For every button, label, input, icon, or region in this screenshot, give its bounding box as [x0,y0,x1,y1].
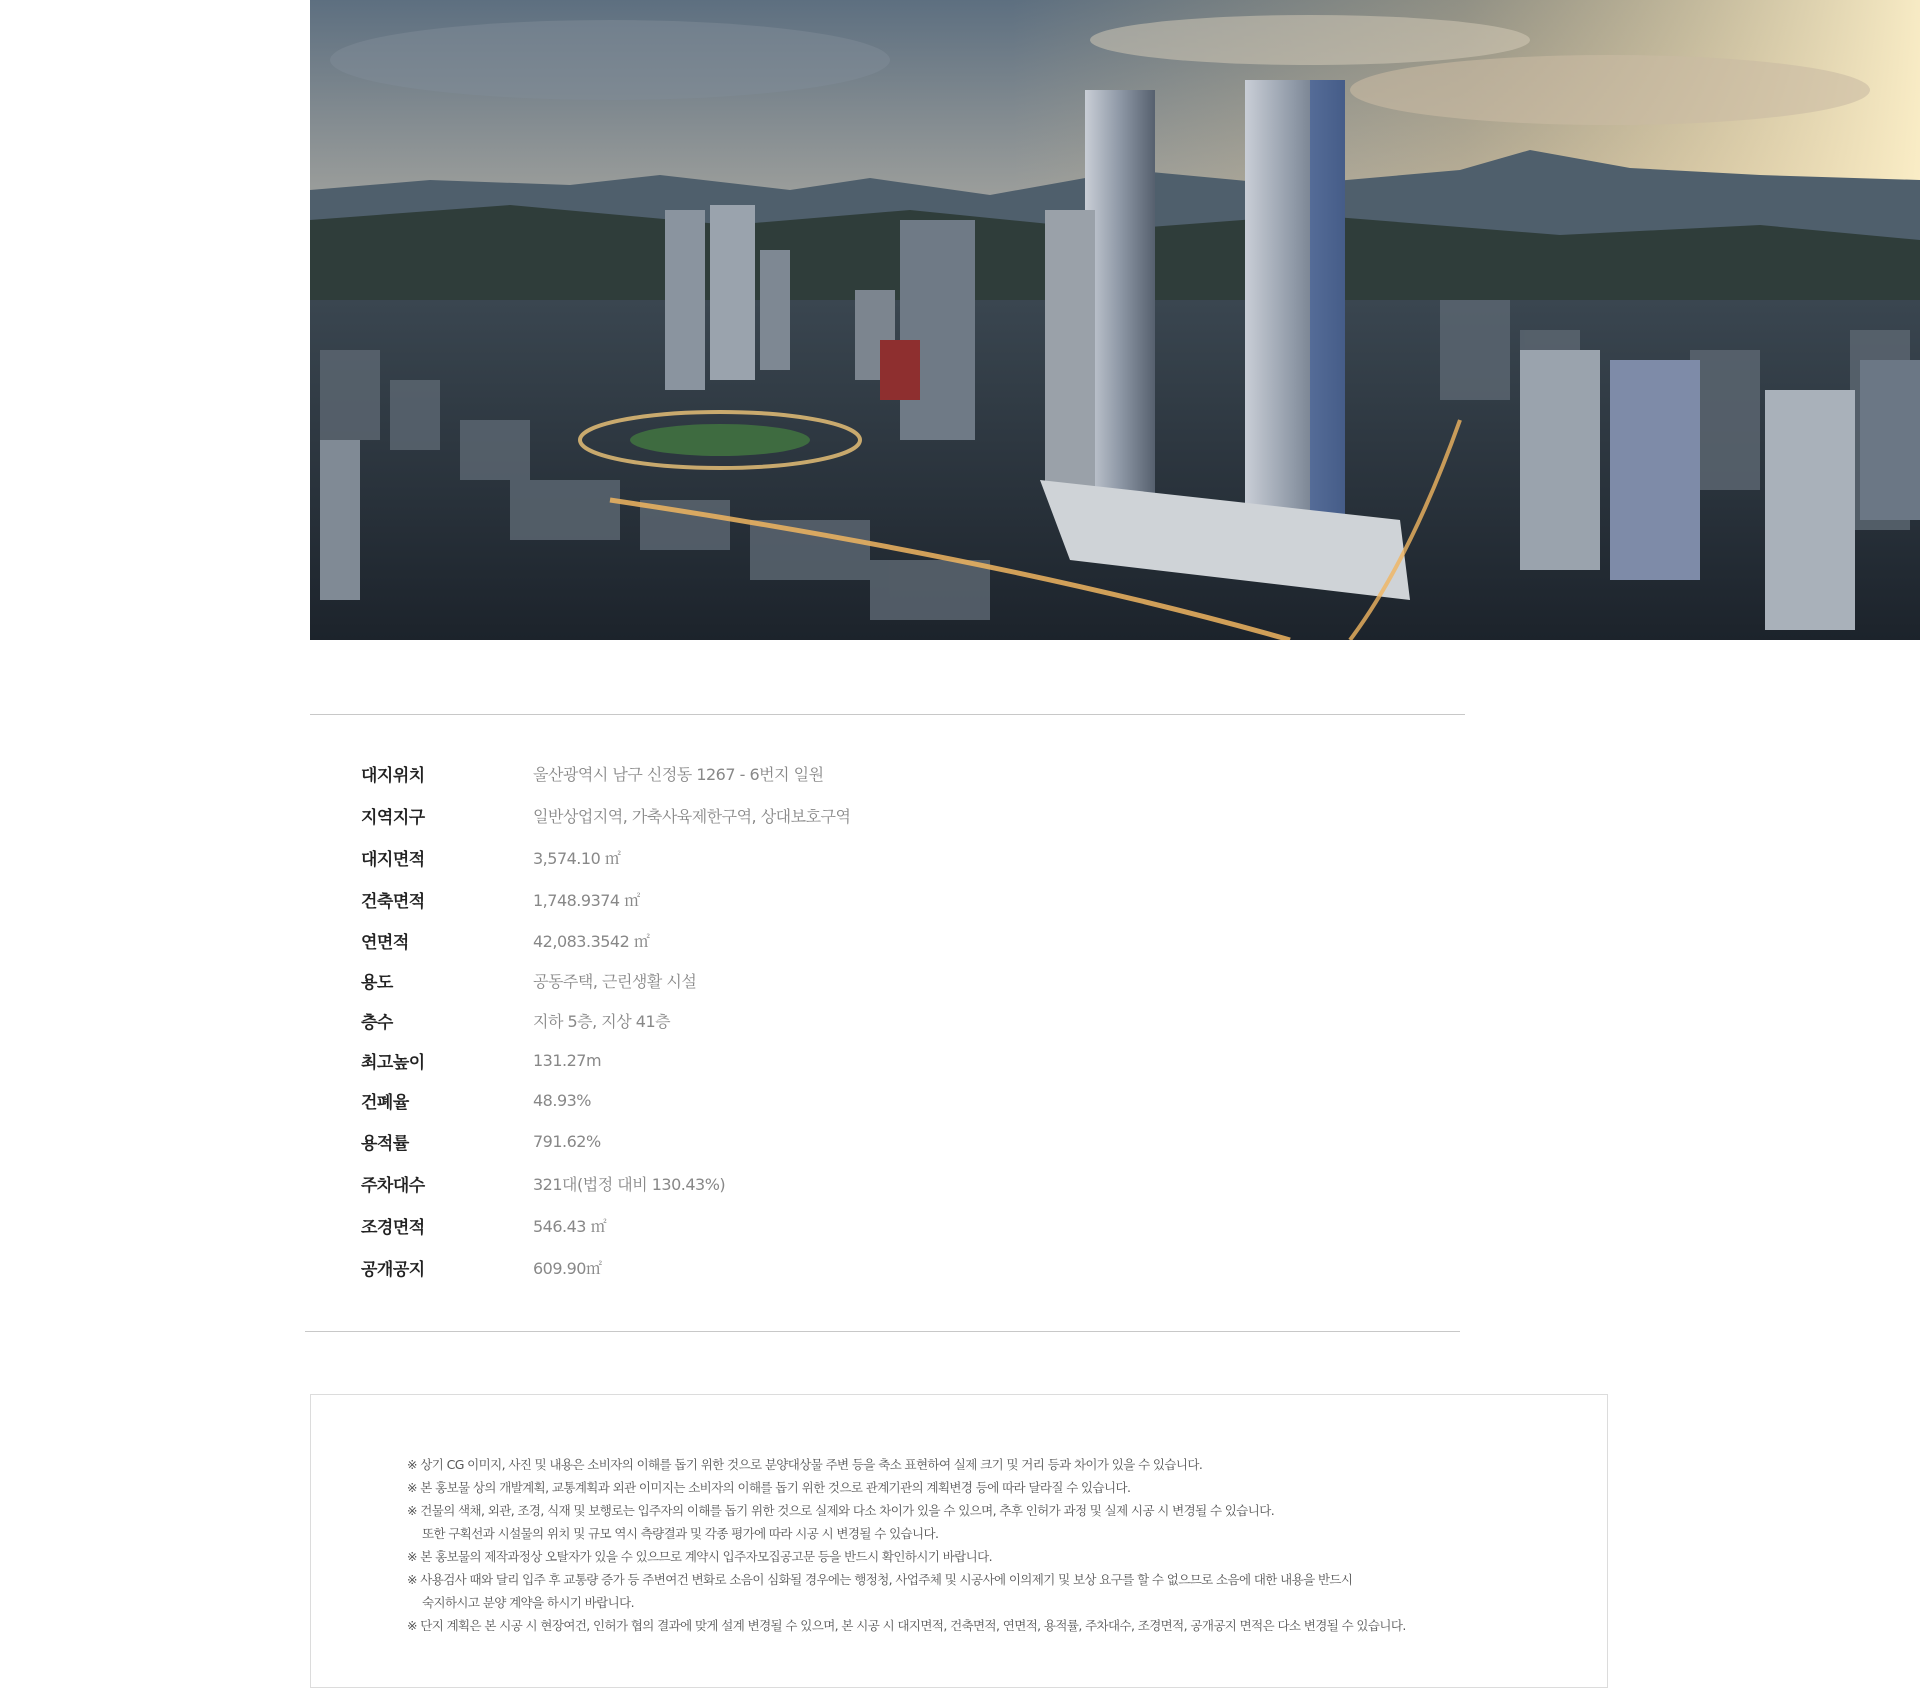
disclaimer-list [407,1453,1406,1637]
spec-label: 대지면적 [361,849,425,870]
spec-row-building-area [361,878,1361,920]
spec-label: 공개공지 [361,1259,425,1280]
spec-label: 용도 [361,972,393,993]
spec-label: 지역지구 [361,807,425,828]
spec-row-site-location [361,752,1361,794]
spec-value: 울산광역시 남구 신정동 1267 - 6번지 일원 [533,764,824,784]
spec-row-public-space [361,1246,1361,1288]
spec-row-floor-area-ratio [361,1121,1361,1162]
spec-row-gross-floor-area [361,920,1361,960]
spec-row-site-area [361,836,1361,878]
spec-value: 609.90㎡ [533,1258,602,1278]
spec-value: 일반상업지역, 가축사육제한구역, 상대보호구역 [533,806,851,826]
disclaimer-item-continued: 숙지하시고 분양 계약을 하시기 바랍니다. [422,1595,634,1610]
spec-row-landscape-area [361,1204,1361,1246]
spec-row-max-height [361,1040,1361,1080]
spec-label: 층수 [361,1012,393,1033]
disclaimer-item: ※ 상기 CG 이미지, 사진 및 내용은 소비자의 이해를 돕기 위한 것으로 분양대상물 주변 등을 축소 표현하여 실제 크기 및 거리 등과 차이가 있을 수 있습니다. [407,1457,1203,1472]
spec-value: 791.62% [533,1132,601,1151]
spec-value: 321대(법정 대비 130.43%) [533,1174,726,1194]
spec-value: 지하 5층, 지상 41층 [533,1011,671,1031]
spec-label: 최고높이 [361,1052,425,1073]
spec-value: 1,748.9374 ㎡ [533,890,640,910]
aerial-rendering-image [310,0,1920,640]
spec-row-parking [361,1162,1361,1204]
disclaimer-item-continued: 또한 구획선과 시설물의 위치 및 규모 역시 측량결과 및 각종 평가에 따라 시공 시 변경될 수 있습니다. [422,1526,939,1541]
spec-label: 연면적 [361,932,409,953]
city-skyline-illustration [310,0,1920,640]
disclaimer-box [310,1394,1608,1688]
disclaimer-item: ※ 사용검사 때와 달리 입주 후 교통량 증가 등 주변여건 변화로 소음이 심화될 경우에는 행정청, 사업주체 및 시공사에 이의제기 및 보상 요구를 할 수 없으므로 소음에 대한 내용을 반드시 [407,1572,1353,1587]
spec-value: 48.93% [533,1091,592,1110]
spec-label: 주차대수 [361,1175,425,1196]
spec-value: 3,574.10 ㎡ [533,848,621,868]
spec-row-zoning [361,794,1361,836]
spec-row-usage [361,960,1361,1000]
spec-label: 조경면적 [361,1217,425,1238]
spec-row-coverage-ratio [361,1080,1361,1121]
disclaimer-item: ※ 건물의 색채, 외관, 조경, 식재 및 보행로는 입주자의 이해를 돕기 위한 것으로 실제와 다소 차이가 있을 수 있으며, 추후 인허가 과정 및 실제 시공 시 변경될 수 있습니다. [407,1503,1275,1518]
spec-table [361,752,1361,1288]
spec-value: 공동주택, 근린생활 시설 [533,971,697,991]
spec-label: 건폐율 [361,1093,409,1113]
spec-value: 42,083.3542 ㎡ [533,931,650,951]
spec-top-divider [310,714,1465,715]
spec-value: 546.43 ㎡ [533,1216,607,1236]
disclaimer-item: ※ 단지 계획은 본 시공 시 현장여건, 인허가 협의 결과에 맞게 설계 변경될 수 있으며, 본 시공 시 대지면적, 건축면적, 연면적, 용적률, 주차대수, 조경면적, 공개공지 면적은 다소 변경될 수 있습니다. [407,1618,1406,1633]
disclaimer-item: ※ 본 홍보물 상의 개발계획, 교통계획과 외관 이미지는 소비자의 이해를 돕기 위한 것으로 관계기관의 계획변경 등에 따라 달라질 수 있습니다. [407,1480,1131,1495]
spec-value: 131.27m [533,1050,602,1070]
spec-row-floors [361,1000,1361,1040]
spec-label: 용적률 [361,1134,409,1154]
spec-label: 건축면적 [361,891,425,912]
disclaimer-item: ※ 본 홍보물의 제작과정상 오탈자가 있을 수 있으므로 계약시 입주자모집공고문 등을 반드시 확인하시기 바랍니다. [407,1549,992,1564]
spec-label: 대지위치 [361,765,425,786]
spec-bottom-divider [305,1331,1460,1332]
